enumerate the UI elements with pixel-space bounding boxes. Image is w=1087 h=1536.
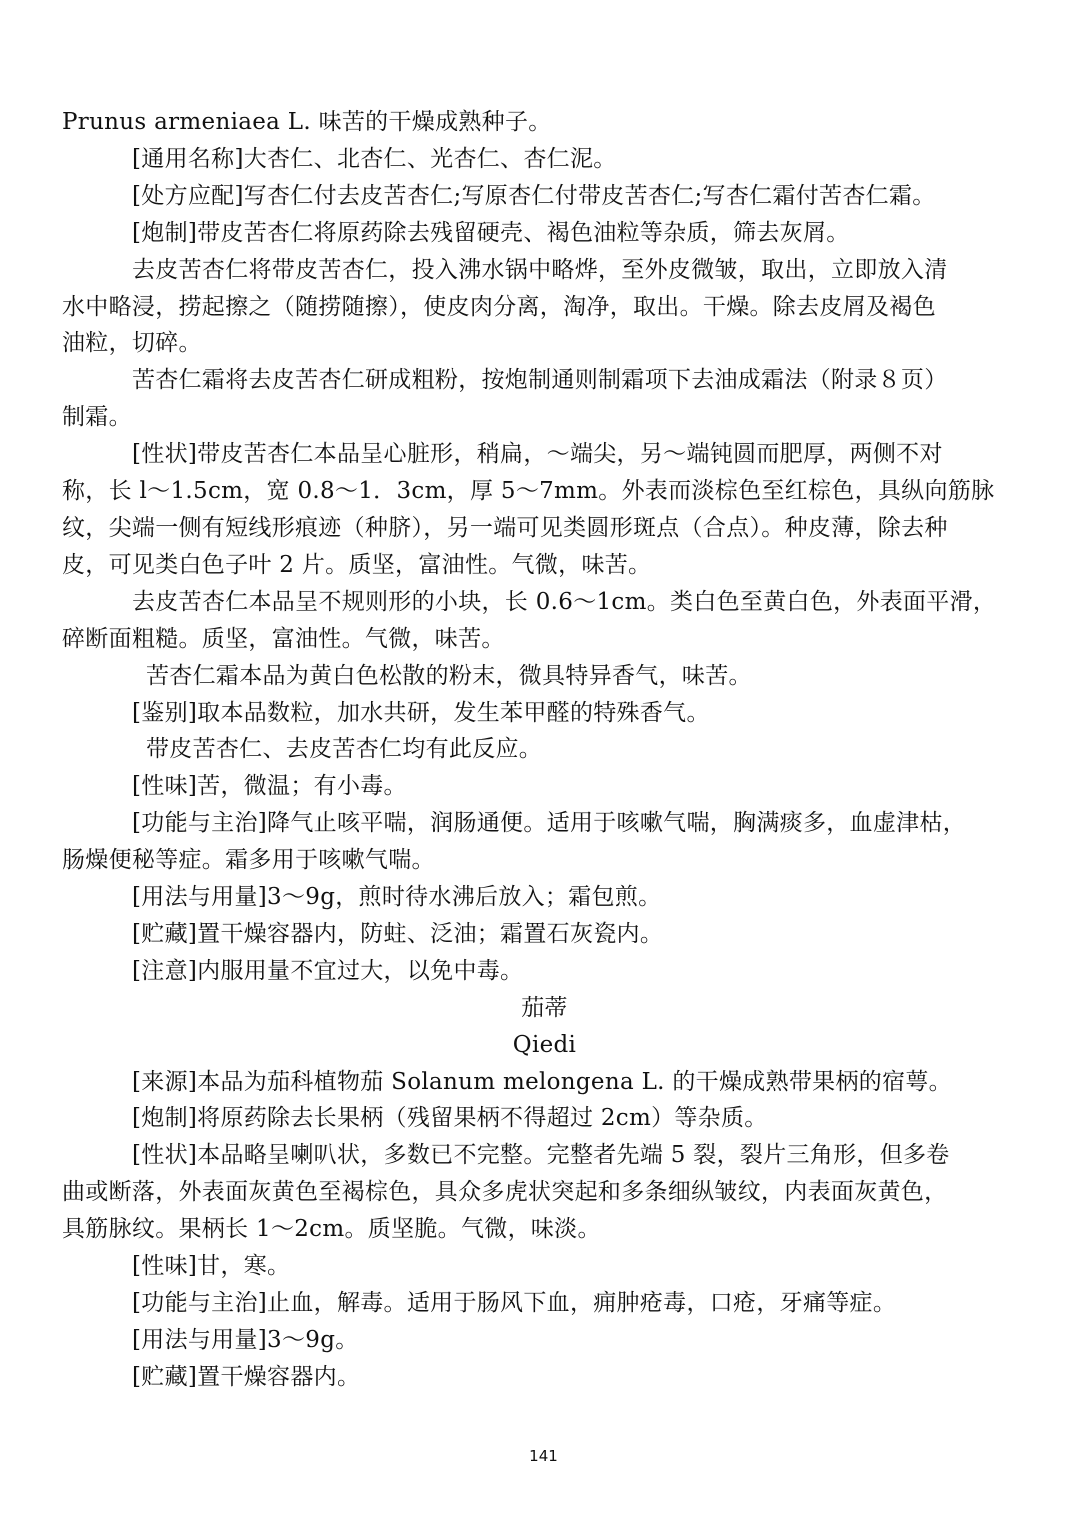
text-line: 油粒，切碎。 — [62, 330, 202, 357]
text-line: [性状]本品略呈喇叭状，多数已不完整。完整者先端 5 裂，裂片三角形，但多卷 — [132, 1142, 950, 1169]
section-heading: 茄蒂 — [521, 994, 568, 1021]
text-line: [通用名称]大杏仁、北杏仁、光杏仁、杏仁泥。 — [132, 145, 617, 172]
text-line: [处方应配]写杏仁付去皮苦杏仁;写原杏仁付带皮苦杏仁;写杏仁霜付苦杏仁霜。 — [132, 182, 936, 209]
text-line: 水中略浸，捞起擦之（随捞随擦），使皮肉分离，淘净，取出。干燥。除去皮屑及褐色 — [62, 293, 936, 320]
text-line: [来源]本品为茄科植物茄 Solanum melongena L. 的干燥成熟带果柄的宿萼。 — [132, 1068, 952, 1095]
text-line: 带皮苦杏仁、去皮苦杏仁均有此反应。 — [146, 736, 543, 763]
text-line: 苦杏仁霜将去皮苦杏仁研成粗粉，按炮制通则制霜项下去油成霜法（附录８页） — [132, 367, 948, 394]
text-line: 纹，尖端一侧有短线形痕迹（种脐），另一端可见类圆形斑点（合点）。种皮薄，除去种 — [62, 514, 948, 541]
text-line: [功能与主治]止血，解毒。适用于肠风下血，痈肿疮毒，口疮，牙痛等症。 — [132, 1290, 897, 1316]
text-line: 肠燥便秘等症。霜多用于咳嗽气喘。 — [62, 847, 435, 874]
text-line: [贮藏]置干燥容器内，防蛀、泛油；霜置石灰瓷内。 — [132, 920, 664, 947]
text-line: [炮制]将原药除去长果柄（残留果柄不得超过 2cm）等杂质。 — [132, 1105, 768, 1132]
text-line: [性味]甘，寒。 — [132, 1253, 291, 1280]
text-line: 皮，可见类白色子叶 2 片。质坚，富油性。气微，味苦。 — [62, 551, 652, 578]
text-line: 称，长 l～1.5cm，宽 0.8～1．3cm，厚 5～7mm。外表而淡棕色至红棕色，具纵向筋脉 — [62, 478, 995, 505]
document-body — [62, 104, 1027, 1396]
text-line: 曲或断落，外表面灰黄色至褐棕色，具众多虎状突起和多条细纵皱纹，内表面灰黄色， — [62, 1179, 948, 1206]
text-line: 具筋脉纹。果柄长 1～2cm。质坚脆。气微，味淡。 — [62, 1216, 601, 1243]
text-line: 苦杏仁霜本品为黄白色松散的粉末，微具特异香气，味苦。 — [146, 662, 752, 689]
text-line: 去皮苦杏仁本品呈不规则形的小块，长 0.6～1cm。类白色至黄白色，外表面平滑， — [132, 588, 997, 615]
text-line: [贮藏]置干燥容器内。 — [132, 1363, 361, 1390]
text-line: 碎断面粗糙。质坚，富油性。气微，味苦。 — [62, 625, 505, 652]
text-line: [用法与用量]3～9g。 — [132, 1326, 359, 1353]
text-line: 制霜。 — [62, 404, 132, 431]
text-line: [注意]内服用量不宜过大，以免中毒。 — [132, 957, 524, 984]
section-heading: Qiedi — [512, 1031, 577, 1058]
text-line: Prunus armeniaea L. 味苦的干燥成熟种子。 — [62, 109, 552, 135]
text-line: 去皮苦杏仁将带皮苦杏仁，投入沸水锅中略烨，至外皮微皱，取出，立即放入清 — [132, 256, 948, 283]
page-number: 141 — [529, 1447, 558, 1465]
text-line: [炮制]带皮苦杏仁将原药除去残留硬壳、褐色油粒等杂质，筛去灰屑。 — [132, 219, 850, 246]
text-line: [功能与主治]降气止咳平喘，润肠通便。适用于咳嗽气喘，胸满痰多，血虚津枯， — [132, 810, 967, 837]
text-line: [性味]苦，微温；有小毒。 — [132, 773, 407, 800]
text-line: [用法与用量]3～9g，煎时待水沸后放入；霜包煎。 — [132, 884, 662, 911]
text-line: [性状]带皮苦杏仁本品呈心脏形，稍扁，～端尖，另～端钝圆而肥厚，两侧不对 — [132, 441, 943, 468]
text-line: [鉴别]取本品数粒，加水共研，发生苯甲醛的特殊香气。 — [132, 699, 710, 726]
